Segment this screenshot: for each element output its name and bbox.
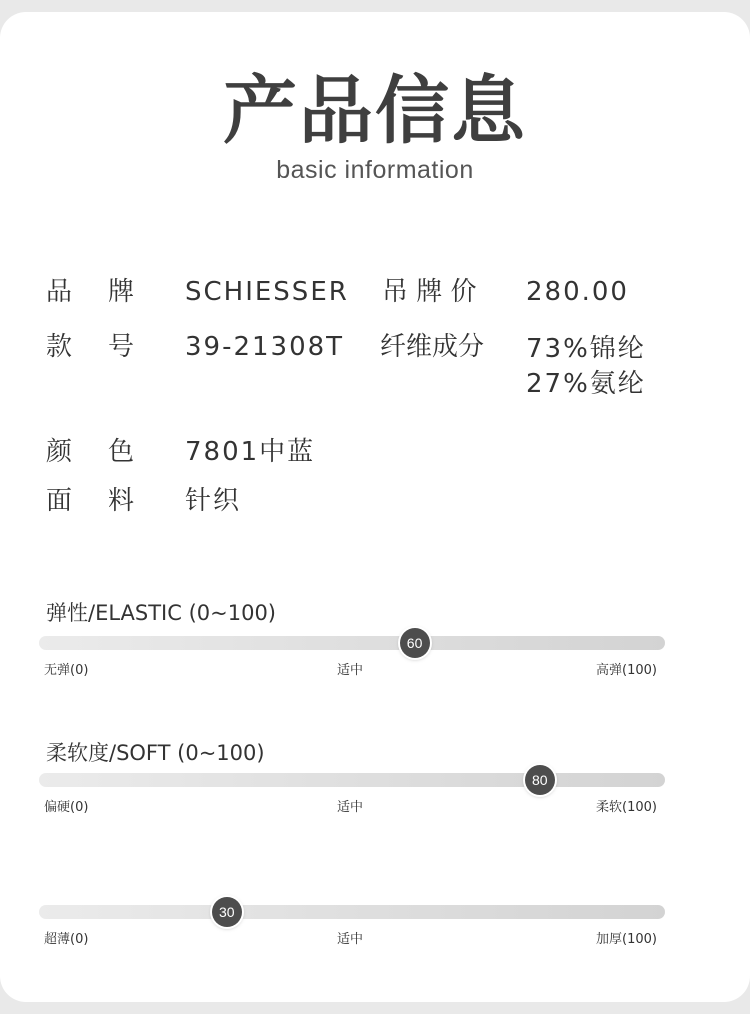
elasticity-knob[interactable]: 60 — [400, 628, 430, 658]
fabric-label-char-1: 面 — [46, 486, 73, 516]
elasticity-mid-label: 适中 — [337, 663, 364, 678]
style-number-value: 39-21308T — [185, 332, 345, 362]
composition-line-1: 73%锦纶 — [526, 334, 646, 364]
composition-label: 纤维成分 — [380, 332, 485, 362]
brand-label-char-1: 品 — [46, 277, 73, 307]
thickness-max-label: 加厚(100) — [596, 932, 657, 947]
softness-knob[interactable]: 80 — [525, 765, 555, 795]
softness-title: 柔软度/SOFT (0~100) — [46, 741, 265, 765]
tag-price-label: 吊 牌 价 — [382, 277, 477, 307]
softness-max-label: 柔软(100) — [596, 800, 657, 815]
style-label-char-2: 号 — [108, 332, 135, 362]
thickness-knob[interactable]: 30 — [212, 897, 242, 927]
elasticity-max-label: 高弹(100) — [596, 663, 657, 678]
page-subtitle: basic information — [276, 156, 474, 184]
fabric-value: 针织 — [185, 486, 242, 516]
color-label-char-1: 颜 — [46, 437, 73, 467]
softness-min-label: 偏硬(0) — [44, 800, 89, 815]
softness-mid-label: 适中 — [337, 800, 364, 815]
brand-value: SCHIESSER — [185, 277, 349, 307]
thickness-min-label: 超薄(0) — [44, 932, 89, 947]
elasticity-track — [39, 636, 665, 650]
fabric-label-char-2: 料 — [108, 486, 135, 516]
brand-label-char-2: 牌 — [108, 277, 135, 307]
style-label-char-1: 款 — [46, 332, 73, 362]
composition-line-2: 27%氨纶 — [526, 369, 646, 399]
elasticity-title: 弹性/ELASTIC (0~100) — [46, 601, 277, 625]
thickness-mid-label: 适中 — [337, 932, 364, 947]
page-title: 产品信息 — [223, 68, 527, 154]
color-label-char-2: 色 — [108, 437, 135, 467]
thickness-track — [39, 905, 665, 919]
elasticity-min-label: 无弹(0) — [44, 663, 89, 678]
softness-track — [39, 773, 665, 787]
tag-price-value: 280.00 — [526, 277, 629, 307]
color-value: 7801中蓝 — [185, 437, 316, 467]
